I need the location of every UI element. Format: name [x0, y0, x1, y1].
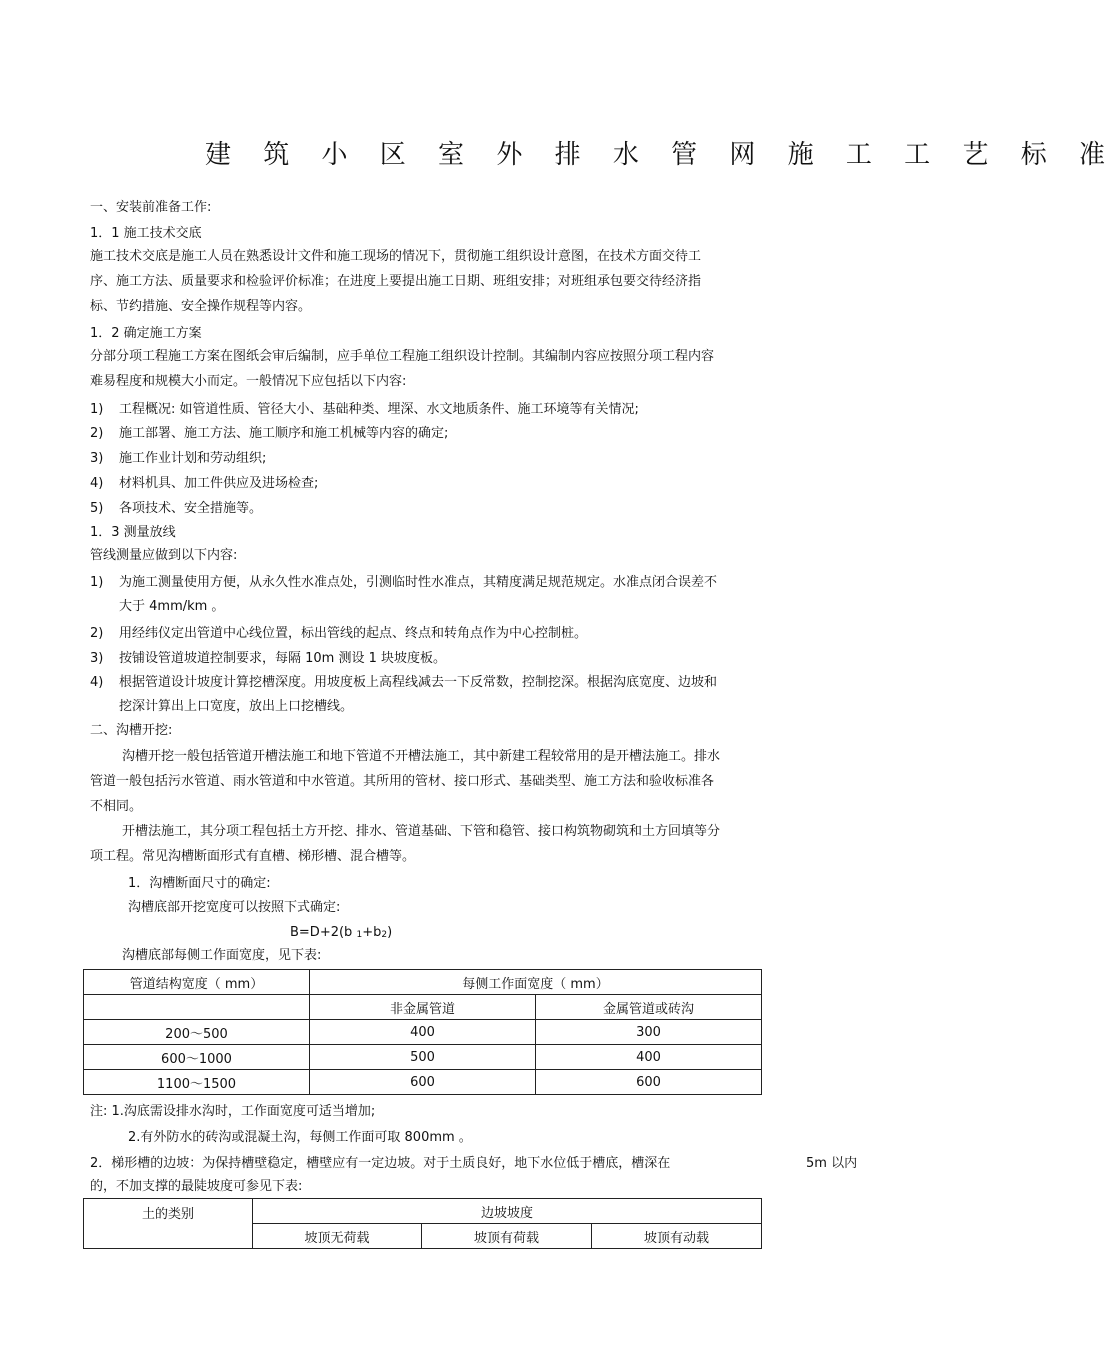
subsection-heading: 1．沟槽断面尺寸的确定: [128, 876, 271, 891]
list-item: 施工部署、施工方法、施工顺序和施工机械等内容的确定; [119, 426, 449, 441]
table-cell: 600 [536, 1070, 762, 1095]
paragraph-line: 分部分项工程施工方案在图纸会审后编制，应手单位工程施工组织设计控制。其编制内容应按照分项工程内容 [90, 349, 715, 364]
list-number: 1) [90, 575, 104, 590]
list-item: 根据管道设计坡度计算挖槽深度。用坡度板上高程线减去一下反常数，控制挖深。根据沟底宽度、边坡和 [119, 675, 718, 690]
width-formula: B=D+2(b 1+b2) [290, 925, 393, 940]
list-number: 1) [90, 402, 104, 417]
list-item: 用经纬仪定出管道中心线位置，标出管线的起点、终点和转角点作为中心控制桩。 [119, 626, 588, 641]
list-item: 施工作业计划和劳动组织; [119, 451, 267, 466]
table-cell: 200～500 [84, 1020, 310, 1045]
paragraph-line: 序、施工方法、质量要求和检验评价标准；在进度上要提出施工日期、班组安排；对班组承包要交待经济指 [90, 274, 702, 289]
table-row [84, 1070, 762, 1095]
list-number: 4) [90, 476, 104, 491]
table-header-cell: 金属管道或砖沟 [536, 995, 762, 1020]
table-cell: 400 [536, 1045, 762, 1070]
paragraph-line: 管线测量应做到以下内容: [90, 548, 238, 563]
paragraph-line: 施工技术交底是施工人员在熟悉设计文件和施工现场的情况下，贯彻施工组织设计意图，在技术方面交待工 [90, 249, 702, 264]
document-title: 建 筑 小 区 室 外 排 水 管 网 施 工 工 艺 标 准 [205, 140, 1117, 170]
table-cell: 600～1000 [84, 1045, 310, 1070]
list-number: 2) [90, 626, 104, 641]
list-number: 4) [90, 675, 104, 690]
paragraph-line: 标、节约措施、安全操作规程等内容。 [90, 299, 312, 314]
paragraph-line: 难易程度和规模大小而定。一般情况下应包括以下内容: [90, 374, 407, 389]
table-header-cell: 坡顶有荷载 [422, 1224, 592, 1249]
paragraph-line: 沟槽开挖一般包括管道开槽法施工和地下管道不开槽法施工，其中新建工程较常用的是开槽法施工。排水 [122, 749, 721, 764]
list-item: 按铺设管道坡道控制要求，每隔 10m 测设 1 块坡度板。 [119, 651, 447, 666]
work-width-table [83, 969, 762, 1095]
slope-table [83, 1198, 762, 1249]
table-cell: 600 [310, 1070, 536, 1095]
table-header-cell: 非金属管道 [310, 995, 536, 1020]
list-item-continued: 大于 4mm/km 。 [119, 599, 225, 614]
paragraph-line: 开槽法施工，其分项工程包括土方开挖、排水、管道基础、下管和稳管、接口构筑物砌筑和土方回填等分 [122, 824, 721, 839]
list-item: 为施工测量使用方便，从永久性水准点处，引测临时性水准点，其精度满足规范规定。水准点闭合误差不 [119, 575, 718, 590]
section-heading: 一、安装前准备工作: [90, 200, 212, 215]
subsection-heading: 2．梯形槽的边坡：为保持槽壁稳定，槽壁应有一定边坡。对于土质良好，地下水位低于槽底，槽深在 [90, 1156, 671, 1171]
list-item: 材料机具、加工件供应及进场检查; [119, 476, 319, 491]
table-header-cell: 每侧工作面宽度（ mm） [310, 970, 762, 995]
subsection-heading: 1．1 施工技术交底 [90, 226, 202, 241]
table-row [84, 1020, 762, 1045]
table-cell: 300 [536, 1020, 762, 1045]
list-item: 工程概况: 如管道性质、管径大小、基础种类、埋深、水文地质条件、施工环境等有关情况; [119, 402, 639, 417]
table-header-cell: 边坡坡度 [253, 1199, 762, 1224]
paragraph-line: 不相同。 [90, 799, 143, 814]
subsection-heading: 1．2 确定施工方案 [90, 326, 202, 341]
table-header-cell: 管道结构宽度（ mm） [84, 970, 310, 995]
paragraph-line: 管道一般包括污水管道、雨水管道和中水管道。其所用的管材、接口形式、基础类型、施工方法和验收标准各 [90, 774, 715, 789]
paragraph-line: 沟槽底部开挖宽度可以按照下式确定: [128, 900, 341, 915]
section-heading: 二、沟槽开挖: [90, 723, 173, 738]
table-cell: 500 [310, 1045, 536, 1070]
paragraph-line: 项工程。常见沟槽断面形式有直槽、梯形槽、混合槽等。 [90, 849, 416, 864]
list-number: 5) [90, 501, 104, 516]
list-item-continued: 挖深计算出上口宽度，放出上口挖槽线。 [119, 699, 354, 714]
paragraph-line: 的，不加支撑的最陡坡度可参见下表: [90, 1179, 303, 1194]
table-cell: 400 [310, 1020, 536, 1045]
table-note: 注: 1.沟底需设排水沟时，工作面宽度可适当增加; [90, 1104, 376, 1119]
list-number: 3) [90, 451, 104, 466]
list-number: 3) [90, 651, 104, 666]
table-note: 2.有外防水的砖沟或混凝土沟，每侧工作面可取 800mm 。 [128, 1130, 472, 1145]
subsection-heading: 1．3 测量放线 [90, 525, 176, 540]
list-number: 2) [90, 426, 104, 441]
table-header-cell: 坡顶无荷载 [253, 1224, 422, 1249]
table-header-cell: 坡顶有动载 [592, 1224, 762, 1249]
subsection-heading-end: 5m 以内 [806, 1156, 858, 1171]
table-row [84, 1045, 762, 1070]
table-header-cell [84, 995, 310, 1020]
paragraph-line: 沟槽底部每侧工作面宽度，见下表: [122, 948, 322, 963]
table-cell: 1100～1500 [84, 1070, 310, 1095]
list-item: 各项技术、安全措施等。 [119, 501, 263, 516]
table-header-cell: 土的类别 [84, 1199, 253, 1249]
